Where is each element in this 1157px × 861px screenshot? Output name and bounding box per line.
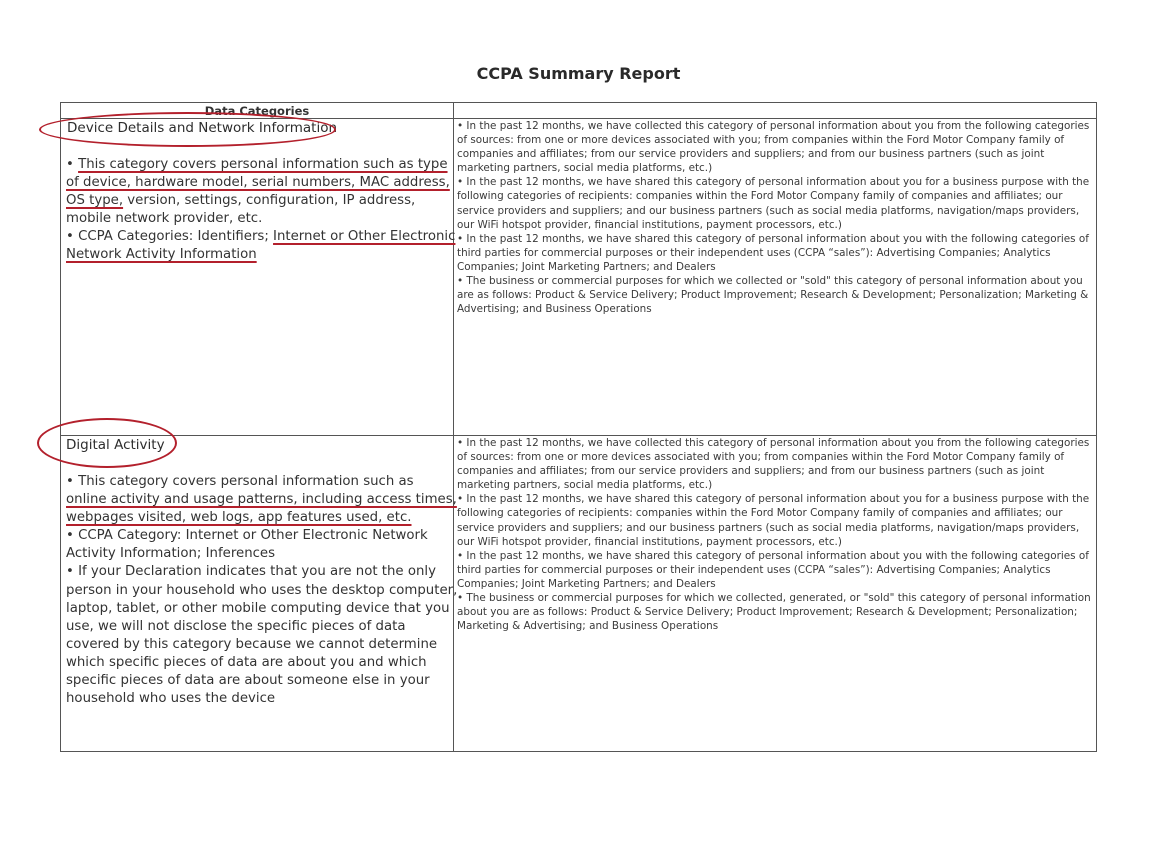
category-description	[66, 156, 458, 265]
ccpa-prefix: • CCPA Category: Internet or Other Electronic Network Activity Information; Inferences	[66, 528, 428, 562]
description-underlined: online activity and usage patterns, including access times, webpages visited, web logs, app features used, etc.	[66, 492, 457, 526]
ccpa-categories	[66, 527, 458, 563]
disclosure-purposes: • The business or commercial purposes for which we collected, generated, or "sold" this category of personal information about you are as follows: Product & Service Delivery; Product Improvement; Research & Development; Personalization; Marketing & Advertising; and Business Operations	[457, 592, 1091, 633]
description-suffix: version, settings, configuration, IP address, mobile network provider, etc.	[66, 193, 416, 227]
annotation-circle	[39, 112, 336, 147]
ccpa-categories	[66, 228, 458, 264]
ccpa-prefix: • CCPA Categories: Identifiers;	[66, 229, 274, 245]
category-description	[66, 473, 458, 708]
disclosure-collected: • In the past 12 months, we have collected this category of personal information about you from the following categories of sources: from one or more devices associated with you; from companies within the Ford Motor Company family of companies and affiliates; from our service providers and suppliers; and from our business partners (such as joint marketing partners, social media platforms, etc.)	[457, 437, 1090, 492]
extra-note: • If your Declaration indicates that you are not the only person in your household who uses the desktop computer, laptop, tablet, or other mobile computing device that you use, we will not disclose the specific pieces of data covered by this category because we cannot determine which specific pieces of data are about you and which specific pieces of data are about someone else in your household who uses the device	[66, 564, 458, 707]
page-title: CCPA Summary Report	[476, 64, 681, 83]
category-title-digital-activity: Digital Activity	[66, 437, 165, 453]
category-disclosures	[457, 436, 1097, 633]
disclosure-shared-business: • In the past 12 months, we have shared this category of personal information about you for a business purpose with the following categories of recipients: companies within the Ford Motor Company family of companies and affiliates; our service providers and suppliers; and our business partners (such as social media platforms, navigation/maps providers, our WiFi hotspot provider, financial institutions, payment processors, etc.)	[457, 493, 1090, 548]
description-paragraph	[66, 473, 458, 527]
header-data-categories: Data Categories	[204, 104, 310, 118]
category-disclosures	[457, 119, 1097, 316]
ccpa-table	[60, 102, 1097, 752]
description-prefix: •	[66, 157, 79, 172]
disclosure-shared-business: • In the past 12 months, we have shared this category of personal information about you for a business purpose with the following categories of recipients: companies within the Ford Motor Company family of companies and affiliates; our service providers and suppliers; and our business partners (such as social media platforms, navigation/maps providers, our WiFi hotspot provider, financial institutions, payment processors, etc.)	[457, 176, 1090, 231]
disclosure-collected: • In the past 12 months, we have collected this category of personal information about you from the following categories of sources: from one or more devices associated with you; from companies within the Ford Motor Company family of companies and affiliates; from our service providers and suppliers; and from our business partners (such as joint marketing partners, social media platforms, etc.)	[457, 120, 1090, 175]
description-underlined: This category covers personal information such as type of device, hardware model, serial numbers, MAC address, OS type,	[66, 157, 450, 209]
disclosure-shared-third-parties: • In the past 12 months, we have shared this category of personal information about you with the following categories of third parties for commercial purposes or their independent uses (CCPA “sales”): Advertising Companies; Analytics Companies; Joint Marketing Partners; and Dealers	[457, 232, 1089, 273]
category-title-device-details: Device Details and Network Information	[67, 120, 338, 136]
disclosure-shared-third-parties: • In the past 12 months, we have shared this category of personal information about you with the following categories of third parties for commercial purposes or their independent uses (CCPA “sales”): Advertising Companies; Analytics Companies; Joint Marketing Partners; and Dealers	[457, 549, 1089, 590]
ccpa-underlined: Internet or Other Electronic Network Activity Information	[66, 229, 456, 263]
annotation-circle	[37, 418, 177, 468]
disclosure-purposes: • The business or commercial purposes for which we collected or "sold" this category of personal information about you are as follows: Product & Service Delivery; Product Improvement; Research & Development; Personalization; Marketing & Advertising; and Business Operations	[457, 275, 1089, 316]
description-prefix: • This category covers personal information such as	[66, 474, 414, 489]
description-paragraph	[66, 156, 458, 228]
